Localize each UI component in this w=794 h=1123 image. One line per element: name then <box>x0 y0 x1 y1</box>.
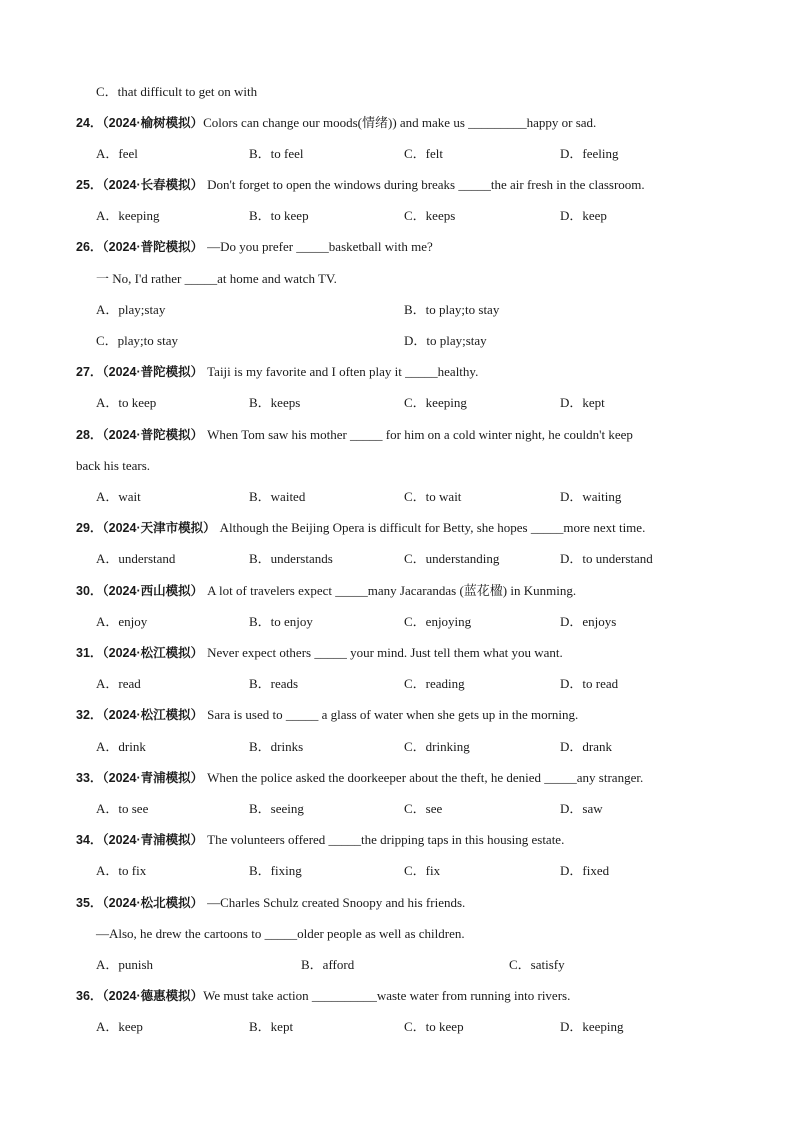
question-stem: Never expect others _____ your mind. Just tell them what you want. <box>207 645 563 660</box>
option-a: A．feel <box>96 146 138 161</box>
option-d: D．to read <box>560 676 619 691</box>
question-30-options <box>96 614 724 630</box>
option-a: A．to fix <box>96 863 147 878</box>
option-c: C．to wait <box>404 489 462 504</box>
option-b: B．to enjoy <box>249 614 313 629</box>
option-c: C．understanding <box>404 551 500 566</box>
option-b: B．understands <box>249 551 333 566</box>
option-d: D．drank <box>560 739 612 754</box>
option-c: C．enjoying <box>404 614 472 629</box>
question-source: （2024·长春模拟） <box>102 178 204 192</box>
option-d: D．waiting <box>560 489 622 504</box>
option-b: B．fixing <box>249 863 302 878</box>
question-source: （2024·榆树模拟） <box>102 116 204 130</box>
question-number: 27． <box>76 365 103 379</box>
question-27 <box>76 364 724 380</box>
question-31 <box>76 645 724 661</box>
question-number: 33． <box>76 771 103 785</box>
question-30 <box>76 583 724 599</box>
question-32 <box>76 707 724 723</box>
option-d: D．feeling <box>560 146 619 161</box>
option-a: A．understand <box>96 551 176 566</box>
question-31-options <box>96 676 724 692</box>
option-c: C．keeps <box>404 208 456 223</box>
option-d: D．fixed <box>560 863 610 878</box>
question-source: （2024·青浦模拟） <box>102 771 204 785</box>
option-a: A．read <box>96 676 141 691</box>
question-number: 26． <box>76 240 103 254</box>
option-b: B．waited <box>249 489 306 504</box>
question-stem: —Do you prefer _____basketball with me? <box>207 239 433 254</box>
option-c: C．felt <box>404 146 443 161</box>
question-29-options <box>96 551 724 567</box>
option-c: C．satisfy <box>509 957 565 972</box>
question-source: （2024·德惠模拟） <box>102 989 204 1003</box>
option-c: C．to keep <box>404 1019 464 1034</box>
question-35 <box>76 895 724 911</box>
question-34-options <box>96 863 724 879</box>
question-26-options-row-2 <box>96 333 724 349</box>
question-24-options <box>96 146 724 162</box>
question-stem: When the police asked the doorkeeper about the theft, he denied _____any stranger. <box>207 770 644 785</box>
question-source: （2024·青浦模拟） <box>102 833 204 847</box>
option-b: B．to feel <box>249 146 304 161</box>
option-b: B．seeing <box>249 801 304 816</box>
question-35-line-2: —Also, he drew the cartoons to _____older people as well as children. <box>96 926 465 941</box>
option-a: A．to see <box>96 801 149 816</box>
option-a: A．enjoy <box>96 614 148 629</box>
question-stem: —Charles Schulz created Snoopy and his friends. <box>207 895 466 910</box>
question-26-line-2: 一 No, I'd rather _____at home and watch TV. <box>96 271 337 286</box>
question-number: 24． <box>76 116 103 130</box>
option-c: C．keeping <box>404 395 467 410</box>
question-26 <box>76 239 724 255</box>
question-source: （2024·普陀模拟） <box>102 240 204 254</box>
question-28 <box>76 427 724 443</box>
question-stem: Colors can change our moods(情绪)) and make us _________happy or sad. <box>203 115 597 130</box>
question-33-options <box>96 801 724 817</box>
question-number: 29． <box>76 521 103 535</box>
option-c: C．play;to stay <box>96 333 178 348</box>
question-24 <box>76 115 724 131</box>
question-stem: Sara is used to _____ a glass of water when she gets up in the morning. <box>207 707 579 722</box>
question-stem: A lot of travelers expect _____many Jacarandas (蓝花楹) in Kunming. <box>207 583 577 598</box>
option-d: D．kept <box>560 395 605 410</box>
option-d: D．to understand <box>560 551 653 566</box>
question-source: （2024·松北模拟） <box>102 896 204 910</box>
option-b: B．reads <box>249 676 299 691</box>
question-number: 25． <box>76 178 103 192</box>
option-d: D．saw <box>560 801 603 816</box>
question-33 <box>76 770 724 786</box>
question-stem: The volunteers offered _____the dripping taps in this housing estate. <box>207 832 565 847</box>
question-32-options <box>96 739 724 755</box>
option-a: A．punish <box>96 957 154 972</box>
option-d: D．to play;stay <box>404 333 487 348</box>
question-source: （2024·普陀模拟） <box>102 365 204 379</box>
option-a: A．keep <box>96 1019 143 1034</box>
option-d: D．keep <box>560 208 607 223</box>
question-25 <box>76 177 724 193</box>
question-28-options <box>96 489 724 505</box>
option-a: A．to keep <box>96 395 157 410</box>
question-stem: Although the Beijing Opera is difficult for Betty, she hopes _____more next time. <box>219 520 646 535</box>
question-stem: Taiji is my favorite and I often play it _____healthy. <box>207 364 479 379</box>
question-number: 36． <box>76 989 103 1003</box>
q23-option-c: C．that difficult to get on with <box>96 84 258 99</box>
option-a: A．play;stay <box>96 302 166 317</box>
option-c: C．see <box>404 801 443 816</box>
option-b: B．to play;to stay <box>404 302 500 317</box>
question-25-options <box>96 208 724 224</box>
question-source: （2024·天津市模拟） <box>102 521 216 535</box>
option-b: B．drinks <box>249 739 304 754</box>
question-stem: Don't forget to open the windows during breaks _____the air fresh in the classroom. <box>207 177 645 192</box>
option-b: B．afford <box>301 957 355 972</box>
option-d: D．keeping <box>560 1019 624 1034</box>
question-number: 32． <box>76 708 103 722</box>
option-c: C．drinking <box>404 739 470 754</box>
question-stem: We must take action __________waste water from running into rivers. <box>203 988 571 1003</box>
question-34 <box>76 832 724 848</box>
question-27-options <box>96 395 724 411</box>
option-a: A．wait <box>96 489 141 504</box>
option-b: B．to keep <box>249 208 309 223</box>
option-a: A．drink <box>96 739 146 754</box>
question-source: （2024·松江模拟） <box>102 708 204 722</box>
question-29 <box>76 520 724 536</box>
option-b: B．kept <box>249 1019 294 1034</box>
question-35-options <box>96 957 724 973</box>
question-number: 30． <box>76 584 103 598</box>
option-b: B．keeps <box>249 395 301 410</box>
option-c: C．reading <box>404 676 465 691</box>
option-a: A．keeping <box>96 208 160 223</box>
question-number: 31． <box>76 646 103 660</box>
question-number: 34． <box>76 833 103 847</box>
question-source: （2024·普陀模拟） <box>102 428 204 442</box>
question-26-options-row-1 <box>96 302 724 318</box>
question-number: 28． <box>76 428 103 442</box>
question-36-options <box>96 1019 724 1035</box>
option-d: D．enjoys <box>560 614 617 629</box>
question-source: （2024·西山模拟） <box>102 584 204 598</box>
option-c: C．fix <box>404 863 441 878</box>
question-36 <box>76 988 724 1004</box>
question-number: 35． <box>76 896 103 910</box>
question-source: （2024·松江模拟） <box>102 646 204 660</box>
question-stem: When Tom saw his mother _____ for him on a cold winter night, he couldn't keep <box>207 427 633 442</box>
question-28-line-2: back his tears. <box>76 458 151 473</box>
